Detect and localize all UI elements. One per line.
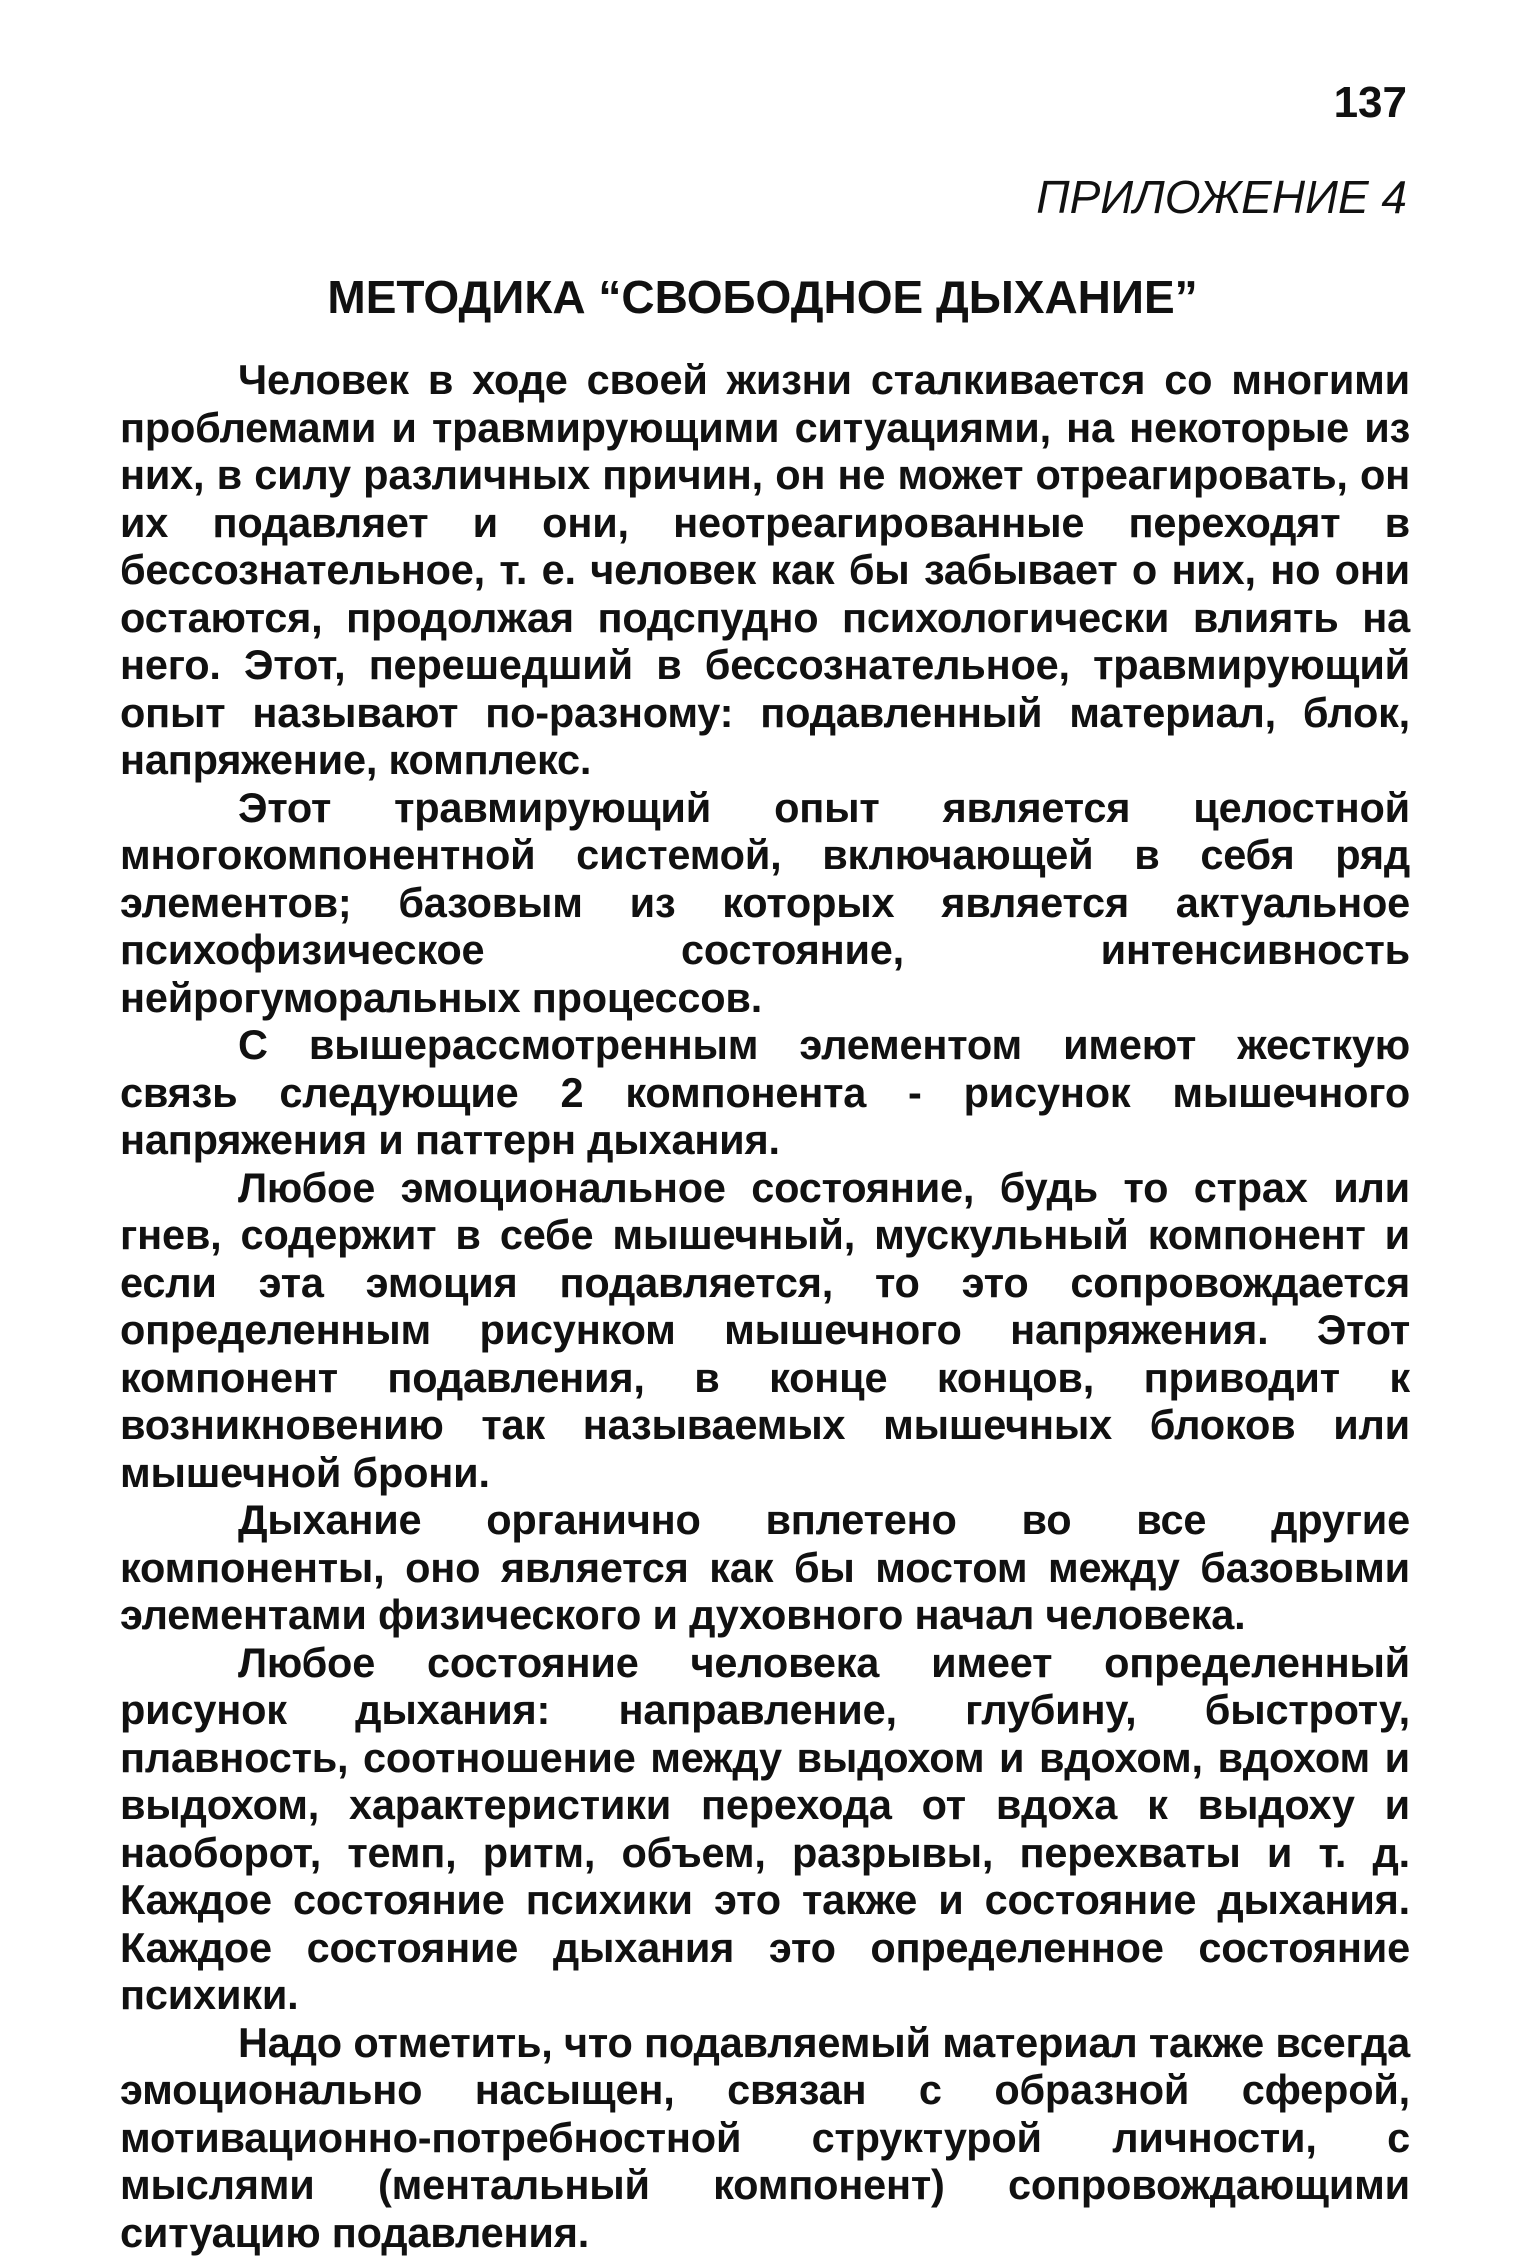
paragraph: Любое состояние человека имеет определенный рисунок дыхания: направление, глубину, быстроту, плавность, соотношение между выдохом и вдохом, вдохом и выдохом, характеристики перехода от вдоха к выдоху и наоборот, темп, ритм, объем, разрывы, перехваты и т. д. Каждое состояние психики это также и состояние дыхания. Каждое состояние дыхания это определенное состояние психики.: [120, 1639, 1410, 2019]
page-number: 137: [1334, 78, 1407, 128]
appendix-label: ПРИЛОЖЕНИЕ 4: [1036, 170, 1407, 224]
paragraph: Человек в ходе своей жизни сталкивается со многими проблемами и травмирующими ситуациями, на некоторые из них, в силу различных причин, он не может отреагировать, он их подавляет и они, неотреагированные переходят в бессознательное, т. е. человек как бы забывает о них, но они остаются, продолжая подспудно психологически влиять на него. Этот, перешедший в бессознательное, травмирующий опыт называют по-разному: подавленный материал, блок, напряжение, комплекс.: [120, 356, 1410, 784]
section-title: МЕТОДИКА “СВОБОДНОЕ ДЫХАНИЕ”: [0, 270, 1525, 324]
body-text: [120, 356, 1410, 2256]
paragraph: Дыхание органично вплетено во все другие компоненты, оно является как бы мостом между базовыми элементами физического и духовного начал человека.: [120, 1496, 1410, 1639]
paragraph: Любое эмоциональное состояние, будь то страх или гнев, содержит в себе мышечный, мускульный компонент и если эта эмоция подавляется, то это сопровождается определенным рисунком мышечного напряжения. Этот компонент подавления, в конце концов, приводит к возникновению так называемых мышечных блоков или мышечной брони.: [120, 1164, 1410, 1497]
paragraph: Надо отметить, что подавляемый материал также всегда эмоционально насыщен, связан с образной сферой, мотивационно-потребностной структурой личности, с мыслями (ментальный компонент) сопровождающими ситуацию подавления.: [120, 2019, 1410, 2256]
paragraph: С вышерассмотренным элементом имеют жесткую связь следующие 2 компонента - рисунок мышечного напряжения и паттерн дыхания.: [120, 1021, 1410, 1164]
paragraph: Этот травмирующий опыт является целостной многокомпонентной системой, включающей в себя ряд элементов; базовым из которых является актуальное психофизическое состояние, интенсивность нейрогуморальных процессов.: [120, 784, 1410, 1022]
